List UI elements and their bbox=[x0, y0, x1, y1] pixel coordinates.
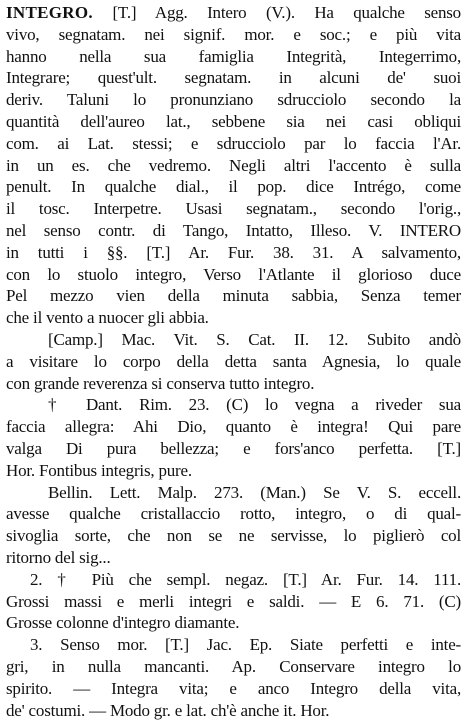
text-line: con lo stuolo integro, Verso l'Atlante il glorioso duce bbox=[6, 264, 461, 286]
text-line: ritorno del sig... bbox=[6, 547, 461, 569]
text-line: valga Di pura bellezza; e fors'anco perfetta. [T.] bbox=[6, 438, 461, 460]
text-line: Bellin. Lett. Malp. 273. (Man.) Se V. S. eccell. bbox=[6, 482, 461, 504]
text-line: in tutti i §§. [T.] Ar. Fur. 38. 31. A salvamento, bbox=[6, 242, 461, 264]
text-line: nel senso contr. di Tango, Intatto, Illeso. V. INTERO bbox=[6, 220, 461, 242]
entry-paragraph bbox=[6, 634, 461, 721]
entry-paragraph bbox=[6, 394, 461, 481]
text-line: vivo, segnatam. nei signif. mor. e soc.; e più vita bbox=[6, 24, 461, 46]
text-line: com. ai Lat. stessi; e sdrucciolo par lo faccia l'Ar. bbox=[6, 133, 461, 155]
text-line: in un es. che vedremo. Negli altri l'accento è sulla bbox=[6, 155, 461, 177]
text-line: il tosc. Interpetre. Usasi segnatam., secondo l'orig., bbox=[6, 198, 461, 220]
text-line: Pel mezzo vien della minuta sabbia, Senza temer bbox=[6, 285, 461, 307]
text-line: 3. Senso mor. [T.] Jac. Ep. Siate perfetti e inte- bbox=[6, 634, 461, 656]
text-line: [Camp.] Mac. Vit. S. Cat. II. 12. Subito andò bbox=[6, 329, 461, 351]
text-line: quantità dell'aureo lat., sebbene sia nei casi obliqui bbox=[6, 111, 461, 133]
text-line: faccia allegra: Ahi Dio, quanto è integra! Qui pare bbox=[6, 416, 461, 438]
text-line: deriv. Taluni lo pronunziano sdrucciolo secondo la bbox=[6, 89, 461, 111]
text-line: Grossi massi e merli integri e saldi. — E 6. 71. (C) bbox=[6, 591, 461, 613]
entry-paragraph bbox=[6, 329, 461, 394]
text-line: che il vento a nuocer gli abbia. bbox=[6, 307, 461, 329]
text-line: 2. † Più che sempl. negaz. [T.] Ar. Fur. 14. 111. bbox=[6, 569, 461, 591]
text-line: sivoglia sorte, che non se ne servisse, lo piglierò col bbox=[6, 525, 461, 547]
entry-paragraph bbox=[6, 482, 461, 569]
text-line bbox=[6, 2, 461, 24]
text-line: † Dant. Rim. 23. (C) lo vegna a riveder sua bbox=[6, 394, 461, 416]
text-line: avesse qualche cristallaccio rotto, integro, o di qual- bbox=[6, 503, 461, 525]
text-line: penult. In qualche dial., il pop. dice Intrégo, come bbox=[6, 176, 461, 198]
headword: INTEGRO. bbox=[6, 3, 93, 22]
dictionary-page bbox=[6, 2, 461, 701]
text-line: Hor. Fontibus integris, pure. bbox=[6, 460, 461, 482]
line-text: [T.] Agg. Intero (V.). Ha qualche senso bbox=[112, 3, 461, 22]
text-line: con grande reverenza si conserva tutto integro. bbox=[6, 373, 461, 395]
text-line: hanno nella sua famiglia Integrità, Integerrimo, bbox=[6, 46, 461, 68]
entry-paragraph bbox=[6, 569, 461, 634]
text-line: Integrare; quest'ult. segnatam. in alcuni de' suoi bbox=[6, 67, 461, 89]
text-line: gri, in nulla mancanti. Ap. Conservare integro lo bbox=[6, 656, 461, 678]
text-line: a visitare lo corpo della detta santa Agnesia, lo quale bbox=[6, 351, 461, 373]
text-line: spirito. — Integra vita; e anco Integro della vita, bbox=[6, 678, 461, 700]
entry-paragraph bbox=[6, 2, 461, 329]
text-line: Grosse colonne d'integro diamante. bbox=[6, 612, 461, 634]
text-line: de' costumi. — Modo gr. e lat. ch'è anche it. Hor. bbox=[6, 700, 461, 721]
